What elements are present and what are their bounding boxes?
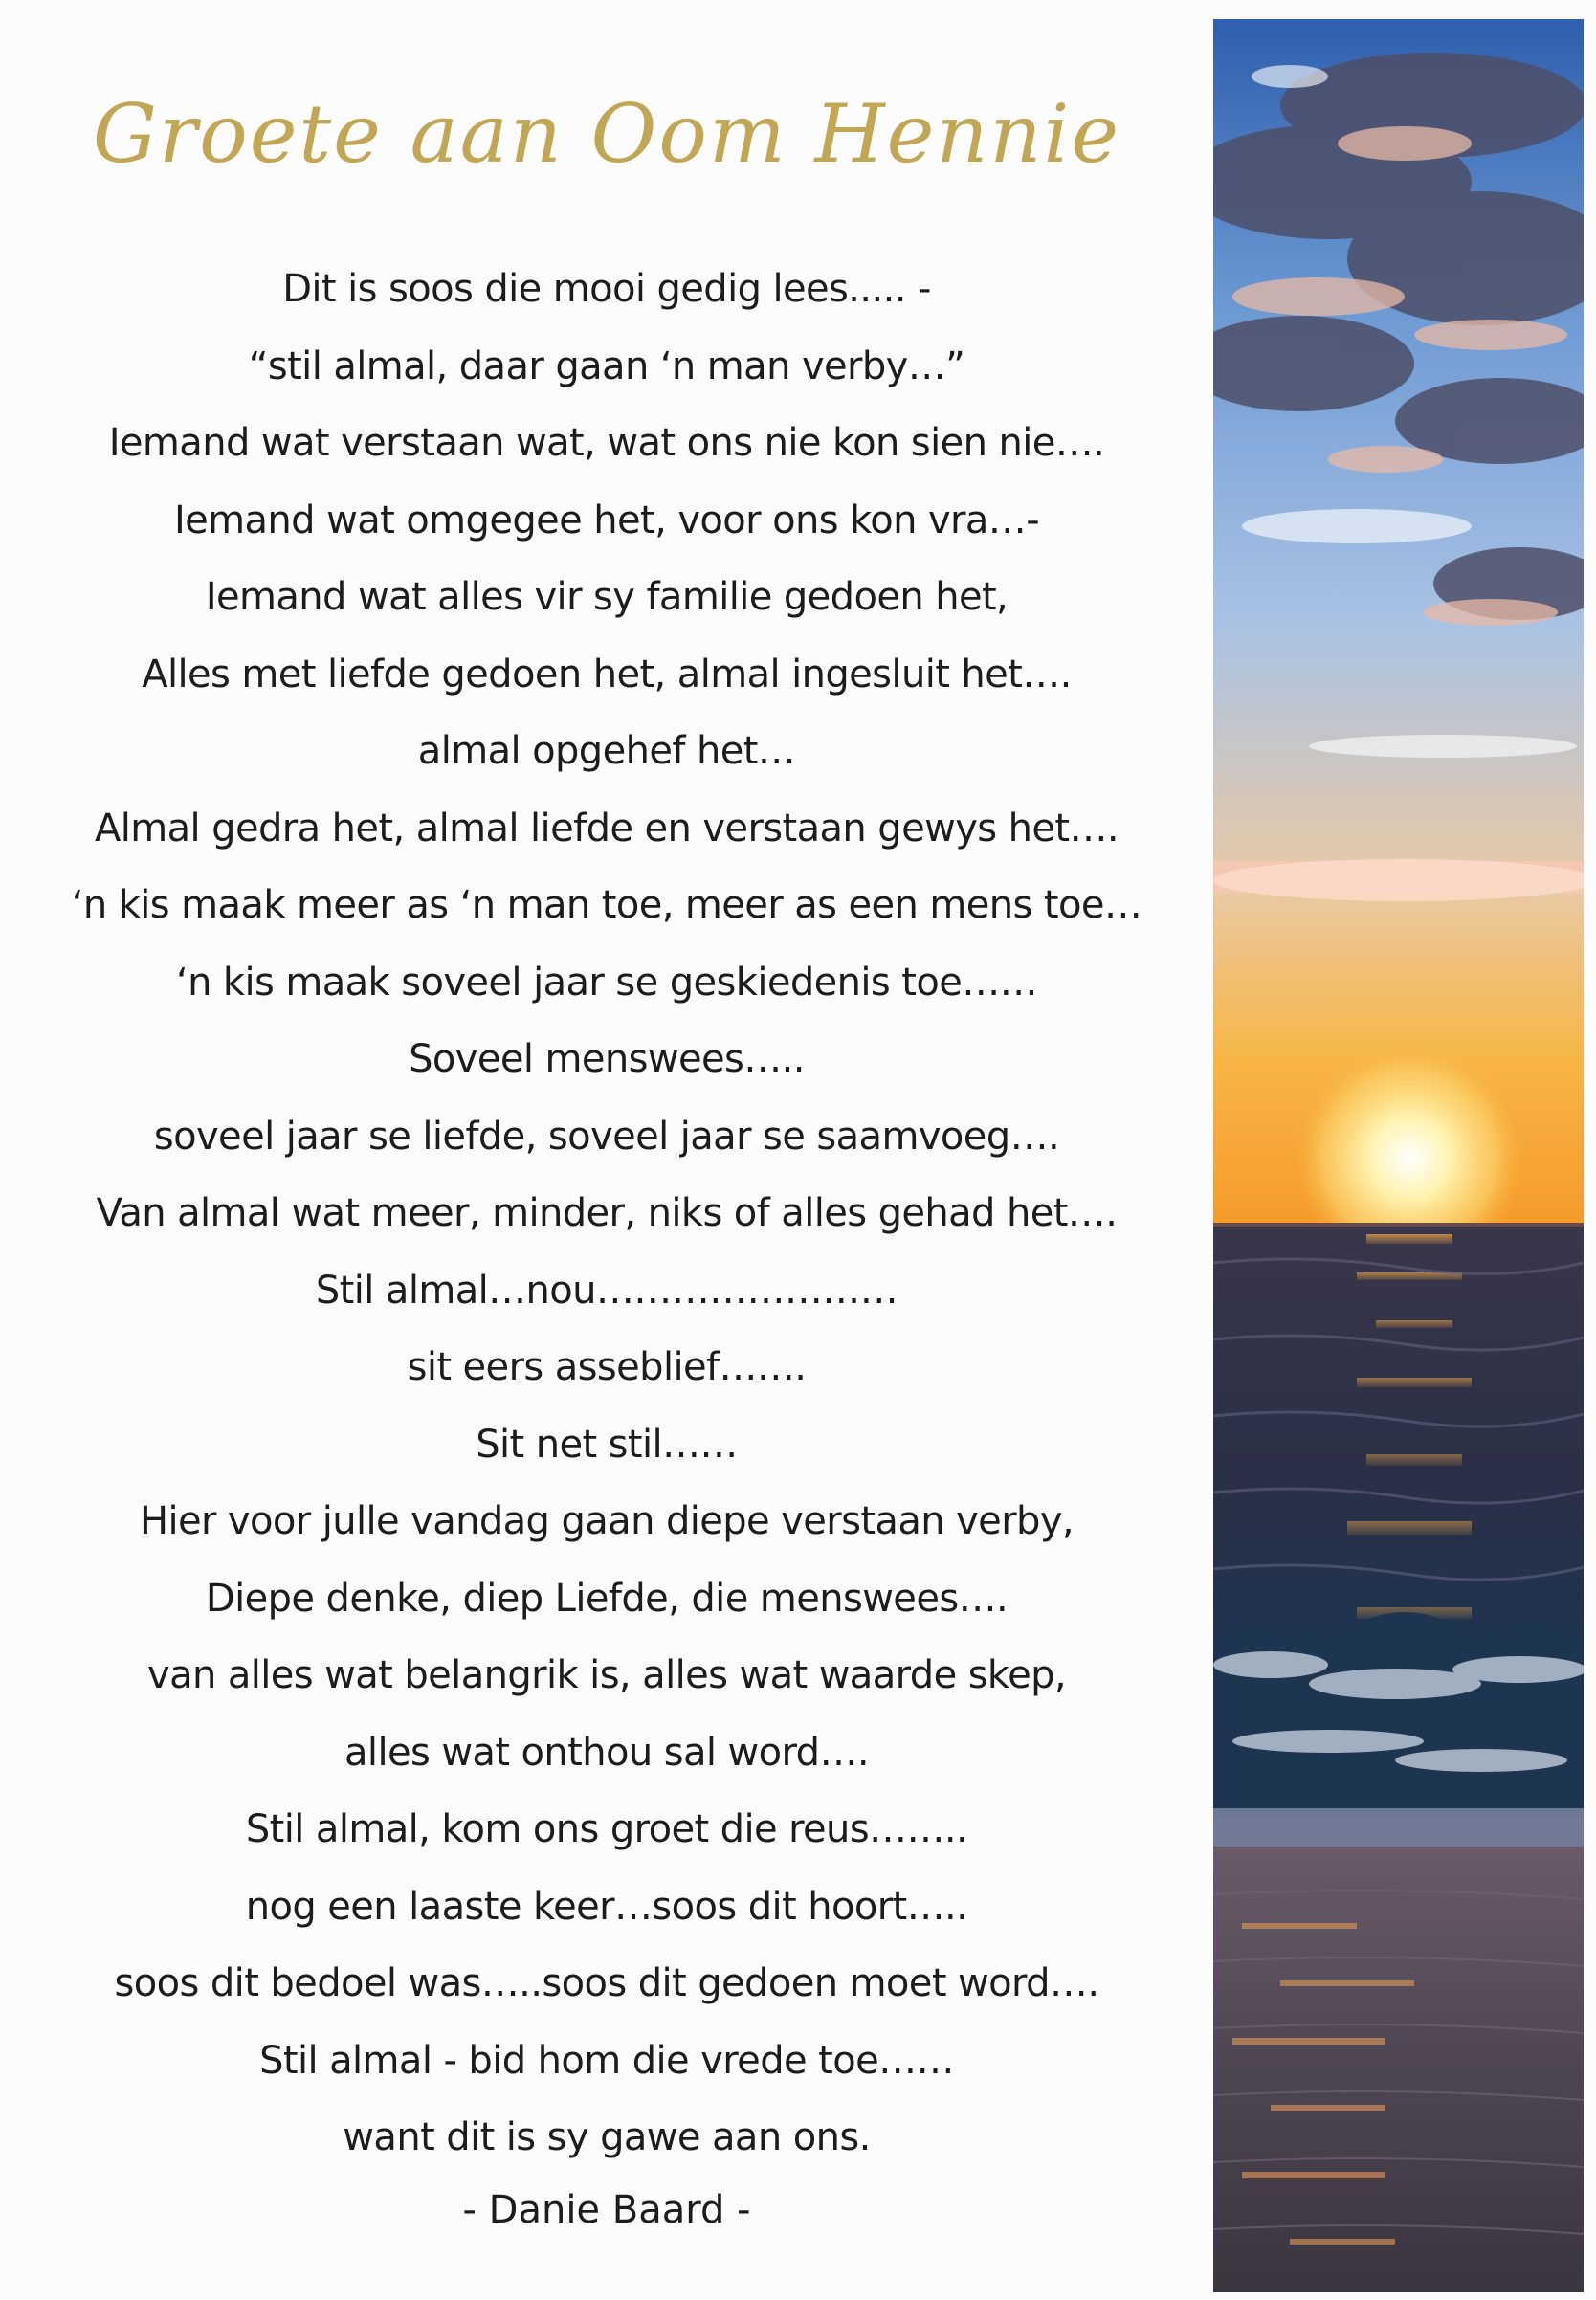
poem-line: Iemand wat alles vir sy familie gedoen het, — [205, 575, 1009, 619]
poem-line: Stil almal…nou…………………… — [315, 1268, 898, 1313]
poem-line: Iemand wat omgegee het, voor ons kon vra…- — [173, 498, 1040, 542]
poem-line: soos dit bedoel was…..soos dit gedoen moet word…. — [114, 1961, 1099, 2005]
poem-line: Hier voor julle vandag gaan diepe verstaan verby, — [139, 1499, 1075, 1543]
poem-line: nog een laaste keer…soos dit hoort….. — [245, 1884, 968, 1929]
poem-line: ‘n kis maak meer as ‘n man toe, meer as een mens toe… — [71, 883, 1142, 927]
poem-line: van alles wat belangrik is, alles wat waarde skep, — [147, 1653, 1066, 1697]
poem-author: - Danie Baard - — [462, 2188, 751, 2232]
poem-line: almal opgehef het… — [417, 729, 796, 773]
sunset-sea-photo — [1213, 19, 1584, 2292]
poem — [0, 251, 1213, 2177]
poem-line: “stil almal, daar gaan ‘n man verby…” — [248, 343, 965, 388]
poem-line: Diepe denke, diep Liefde, die menswees…. — [205, 1576, 1009, 1621]
poem-line: want dit is sy gawe aan ons. — [343, 2115, 871, 2159]
poem-line: Stil almal, kom ons groet die reus…….. — [245, 1807, 968, 1851]
poem-line: Sit net stil…… — [476, 1422, 738, 1467]
poem-line: ‘n kis maak soveel jaar se geskiedenis toe…… — [175, 960, 1038, 1005]
sunset-sea-image — [1213, 19, 1584, 2292]
poem-line: sit eers asseblief……. — [407, 1345, 807, 1389]
poem-line: Stil almal - bid hom die vrede toe…… — [259, 2038, 954, 2083]
poem-line: Almal gedra het, almal liefde en verstaan gewys het…. — [95, 806, 1119, 851]
poem-line: Van almal wat meer, minder, niks of alles gehad het…. — [96, 1191, 1118, 1235]
card-title: Groete aan Oom Hennie — [92, 87, 1121, 181]
poem-line: Dit is soos die mooi gedig lees..... - — [282, 267, 931, 311]
poem-line: Iemand wat verstaan wat, wat ons nie kon sien nie…. — [108, 421, 1105, 465]
poem-line: alles wat onthou sal word…. — [344, 1730, 869, 1775]
poem-line: soveel jaar se liefde, soveel jaar se saamvoeg…. — [153, 1114, 1060, 1159]
poem-line: Alles met liefde gedoen het, almal ingesluit het…. — [142, 652, 1072, 697]
poem-line: Soveel menswees….. — [409, 1037, 805, 1081]
